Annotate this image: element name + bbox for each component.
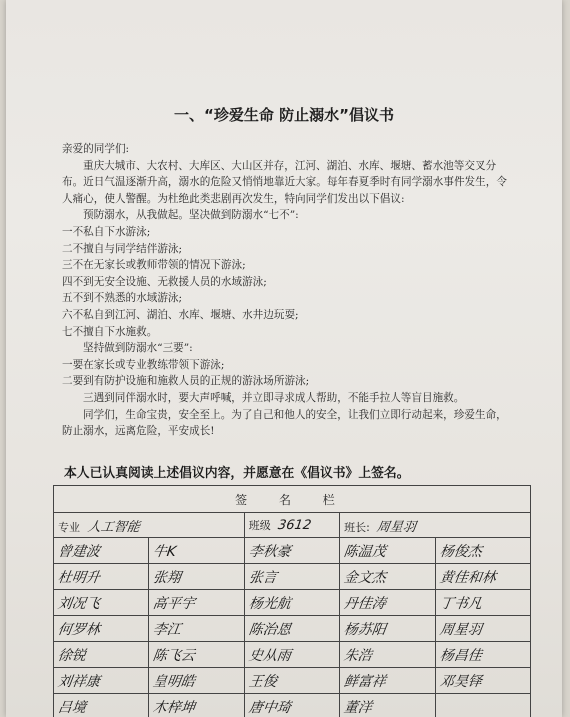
signature-row [54, 564, 531, 590]
proposal-paragraph: 七不擅自下水施救。 [62, 325, 158, 338]
handwritten-signature: 杜明升 [56, 569, 101, 586]
signature-table-header: 签 名 栏 [54, 486, 531, 513]
signature-cell [244, 564, 339, 590]
handwritten-signature: 唐中琦 [247, 699, 292, 716]
handwritten-signature: 高平宇 [152, 595, 197, 612]
signature-cell [244, 616, 339, 642]
handwritten-signature: 何罗林 [56, 621, 101, 638]
handwritten-signature: 杨苏阳 [342, 621, 388, 638]
class-value: 3612 [277, 518, 313, 533]
proposal-paragraph: 三不在无家长或教师带领的情况下游泳; [62, 259, 246, 272]
signature-cell [340, 590, 435, 616]
handwritten-signature: 曾建波 [56, 543, 101, 560]
signature-cell [149, 590, 244, 616]
signature-cell [149, 538, 244, 564]
signature-cell [435, 616, 530, 642]
signature-cell [244, 668, 339, 694]
handwritten-signature: 刘况飞 [56, 595, 101, 612]
signature-cell [340, 616, 435, 642]
handwritten-signature: 吕境 [56, 699, 87, 716]
signature-cell [149, 642, 244, 668]
signature-cell [340, 668, 435, 694]
proposal-paragraph: 一不私自下水游泳; [62, 225, 151, 238]
monitor-label: 班长: [344, 520, 370, 534]
handwritten-signature: 杨俊杰 [438, 543, 483, 560]
handwritten-signature: 刘祥康 [56, 673, 101, 690]
proposal-paragraph: 坚持做到防溺水“三要”: [83, 342, 193, 355]
signature-cell [149, 564, 244, 590]
handwritten-signature: 李江 [152, 621, 183, 638]
signature-cell [340, 694, 435, 717]
monitor-value: 周星羽 [376, 519, 418, 535]
major-value: 人工智能 [86, 519, 141, 535]
signature-cell [54, 642, 149, 668]
signature-cell [149, 668, 244, 694]
handwritten-signature: 鲜富祥 [342, 673, 388, 690]
signature-cell [244, 694, 339, 717]
proposal-paragraph: 二要到有防护设施和施救人员的正规的游泳场所游泳; [62, 375, 310, 388]
signature-cell [435, 538, 530, 564]
proposal-paragraph: 重庆大城市、大农村、大库区、大山区并存，江河、湖泊、水库、堰塘、蓄水池等交叉分布。近日气温逐渐升高，溺水的危险又悄悄地靠近大家。每年春夏季时有同学溺水事件发生，令人痛心，使人警醒。为杜绝此类悲剧再次发生，特向同学们发出以下倡议: [62, 159, 507, 205]
document-page [6, 0, 562, 717]
signature-row [54, 642, 531, 668]
proposal-paragraph: 同学们，生命宝贵，安全至上。为了自己和他人的安全，让我们立即行动起来，珍爱生命，防止溺水，远离危险，平安成长! [62, 408, 507, 438]
class-cell [244, 513, 339, 538]
handwritten-signature: 丁书凡 [438, 595, 483, 612]
signature-row [54, 694, 531, 717]
signature-cell [54, 538, 149, 564]
signature-cell [54, 668, 149, 694]
handwritten-signature: 史从雨 [247, 647, 292, 664]
signature-cell [435, 694, 530, 717]
handwritten-signature: 丹佳涛 [342, 595, 388, 612]
handwritten-signature: 王俊 [247, 673, 278, 690]
handwritten-signature: 金文杰 [342, 569, 388, 586]
signature-row [54, 538, 531, 564]
signature-cell [244, 590, 339, 616]
handwritten-signature: 杨昌佳 [438, 647, 483, 664]
signature-cell [340, 538, 435, 564]
signature-row [54, 668, 531, 694]
signature-cell [244, 642, 339, 668]
proposal-body [62, 141, 516, 440]
handwritten-signature: 张翔 [152, 569, 183, 586]
handwritten-signature: 朱浩 [342, 647, 374, 664]
handwritten-signature: 皇明皓 [152, 673, 197, 690]
proposal-paragraph: 预防溺水，从我做起。坚决做到防溺水“七不”: [83, 209, 299, 222]
handwritten-signature: 李秋豪 [247, 543, 292, 560]
signature-cell [340, 564, 435, 590]
monitor-cell [340, 513, 531, 538]
handwritten-signature: 陈飞云 [152, 647, 197, 664]
signature-cell [435, 642, 530, 668]
handwritten-signature: 木梓坤 [152, 699, 197, 716]
signature-row [54, 590, 531, 616]
sign-statement: 本人已认真阅读上述倡议内容，并愿意在《倡议书》上签名。 [64, 466, 410, 481]
handwritten-signature: 董洋 [342, 699, 374, 716]
handwritten-signature: 张言 [247, 569, 278, 586]
handwritten-signature: 杨光航 [247, 595, 292, 612]
proposal-paragraph: 亲爱的同学们: [62, 143, 130, 155]
handwritten-signature: 陈治恩 [247, 621, 292, 638]
proposal-paragraph: 五不到不熟悉的水域游泳; [62, 292, 183, 305]
major-cell [54, 513, 245, 538]
signature-cell [54, 564, 149, 590]
handwritten-signature: 周星羽 [438, 621, 483, 638]
handwritten-signature: 徐锐 [56, 647, 87, 664]
signature-cell [340, 642, 435, 668]
signature-cell [435, 668, 530, 694]
major-label: 专业 [58, 520, 80, 534]
signature-row [54, 616, 531, 642]
signature-cell [435, 564, 530, 590]
handwritten-signature: 黄佳和林 [438, 569, 497, 586]
signature-cell [54, 590, 149, 616]
signature-table [53, 485, 531, 717]
proposal-paragraph: 四不到无安全设施、无救援人员的水域游泳; [62, 275, 267, 288]
handwritten-signature: 陈温茂 [342, 543, 388, 560]
signature-cell [149, 694, 244, 717]
document-title: 一、“珍爱生命 防止溺水”倡议书 [174, 106, 394, 124]
handwritten-signature: 牛K [152, 543, 178, 560]
proposal-paragraph: 六不私自到江河、湖泊、水库、堰塘、水井边玩耍; [62, 308, 299, 321]
proposal-paragraph: 二不擅自与同学结伴游泳; [62, 242, 183, 255]
signature-cell [244, 538, 339, 564]
proposal-paragraph: 一要在家长或专业教练带领下游泳; [62, 358, 225, 371]
signature-cell [54, 616, 149, 642]
signature-cell [54, 694, 149, 717]
signature-cell [149, 616, 244, 642]
proposal-paragraph: 三遇到同伴溺水时，要大声呼喊，并立即寻求成人帮助，不能手拉人等盲目施救。 [83, 391, 465, 404]
class-info-row [54, 513, 531, 538]
handwritten-signature: 邓昊铎 [438, 673, 483, 690]
signature-cell [435, 590, 530, 616]
class-label: 班级 [248, 519, 271, 532]
